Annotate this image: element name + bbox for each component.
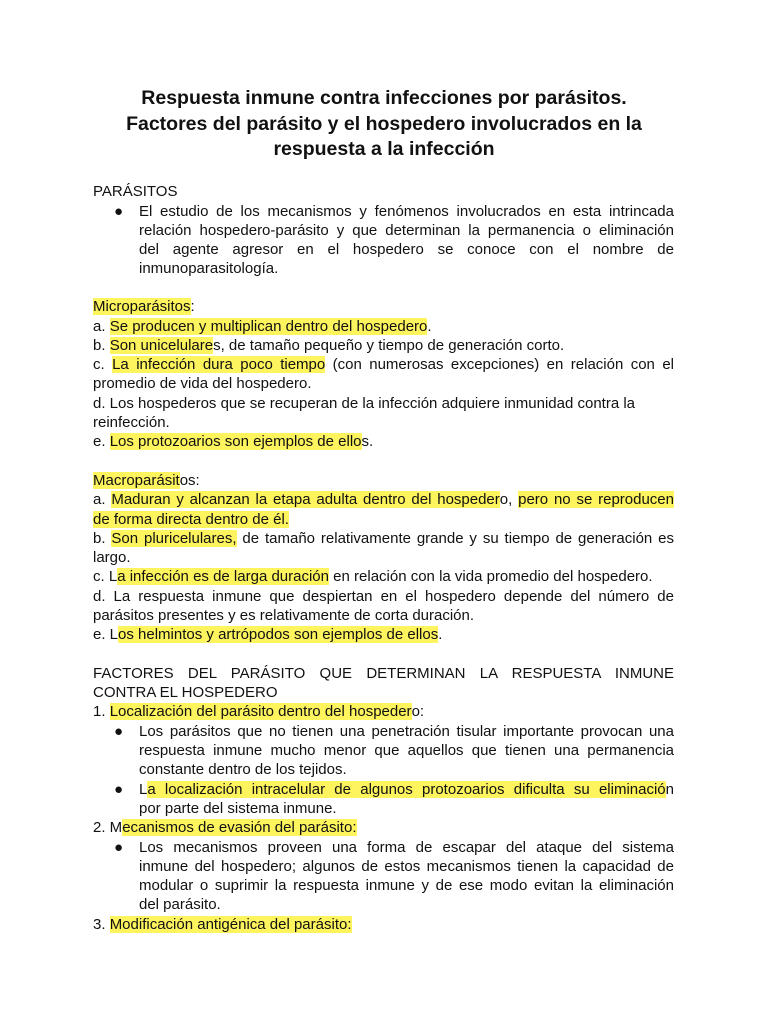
paragraph-line bbox=[93, 510, 289, 529]
list-item-micro-e: e. Los protozoarios son ejemplos de ellos. bbox=[93, 433, 374, 450]
numbered-item-2: 2. Mecanismos de evasión del parásito: bbox=[93, 819, 357, 836]
paragraph-line: parásitos presentes y es relativamente de corta duración. bbox=[93, 607, 475, 624]
highlighted-text: Son pluricelulares, bbox=[111, 530, 237, 547]
highlighted-text: Maduran y alcanzan la etapa adulta dentro del hospeder bbox=[111, 491, 500, 508]
paragraph-line: modular o suprimir la respuesta inmune y de ese modo evitan la eliminación bbox=[139, 877, 674, 894]
highlighted-text: Macroparásit bbox=[93, 472, 180, 489]
highlighted-text: a infección es de larga duración bbox=[117, 568, 329, 585]
list-item-micro-c: c. La infección dura poco tiempo (con numerosas excepciones) en relación con el bbox=[93, 356, 674, 373]
list-item-micro-d: d. Los hospederos que se recuperan de la infección adquiere inmunidad contra la bbox=[93, 395, 636, 412]
bullet-icon: ● bbox=[114, 839, 124, 856]
paragraph-line: constante dentro de los tejidos. bbox=[139, 761, 347, 778]
highlighted-text: pero no se reproducen bbox=[518, 491, 674, 508]
list-item-macro-d: d. La respuesta inmune que despiertan en el hospedero depende del número de bbox=[93, 588, 674, 605]
paragraph-line: largo. bbox=[93, 549, 131, 566]
paragraph-line: respuesta inmune mucho menor que aquellos que tienen una permanencia bbox=[139, 742, 674, 759]
highlighted-text: La infección dura poco tiempo bbox=[112, 356, 326, 373]
paragraph-line: inmune del hospedero; algunos de estos mecanismos tienen la capacidad de bbox=[139, 858, 674, 875]
highlighted-text: Microparásitos bbox=[93, 298, 191, 315]
section-heading-macroparasitos: Macroparásitos: bbox=[93, 472, 200, 489]
list-item-micro-b: b. Son unicelulares, de tamaño pequeño y tiempo de generación corto. bbox=[93, 337, 565, 354]
title-line-1: Respuesta inmune contra infecciones por parásitos. bbox=[141, 87, 627, 109]
highlighted-text: a localización intracelular de algunos protozoarios dificulta su eliminació bbox=[147, 781, 666, 798]
highlighted-text: Se producen y multiplican dentro del hospedero bbox=[109, 318, 428, 335]
document-title bbox=[100, 86, 668, 163]
bullet-icon: ● bbox=[114, 781, 124, 798]
paragraph-line: inmunoparasitología. bbox=[139, 260, 279, 277]
list-item-macro-a: a. Maduran y alcanzan la etapa adulta dentro del hospedero, pero no se reproducen bbox=[93, 491, 674, 508]
paragraph-line: relación hospedero-parásito y que determinan la permanencia o eliminación bbox=[139, 222, 674, 239]
numbered-item-1: 1. Localización del parásito dentro del hospedero: bbox=[93, 703, 425, 720]
numbered-item-3: 3. Modificación antigénica del parásito: bbox=[93, 916, 352, 933]
list-item-micro-a: a. Se producen y multiplican dentro del hospedero. bbox=[93, 318, 432, 335]
paragraph-line: del parásito. bbox=[139, 896, 221, 913]
list-item-macro-c: c. La infección es de larga duración en relación con la vida promedio del hospedero. bbox=[93, 568, 653, 585]
paragraph-line: reinfección. bbox=[93, 414, 170, 431]
title-line-3: respuesta a la infección bbox=[273, 138, 495, 160]
section-heading-factores-cont: CONTRA EL HOSPEDERO bbox=[93, 684, 278, 701]
highlighted-text: os helmintos y artrópodos son ejemplos de ellos bbox=[118, 626, 439, 643]
highlighted-text: de forma directa dentro de él. bbox=[93, 511, 289, 528]
paragraph-line: por parte del sistema inmune. bbox=[139, 800, 337, 817]
highlighted-text: ecanismos de evasión del parásito: bbox=[122, 819, 357, 836]
list-item-macro-e: e. Los helmintos y artrópodos son ejemplos de ellos. bbox=[93, 626, 443, 643]
list-item-macro-b: b. Son pluricelulares, de tamaño relativamente grande y su tiempo de generación es bbox=[93, 530, 674, 547]
highlighted-text: Modificación antigénica del parásito: bbox=[109, 916, 352, 933]
paragraph-line: El estudio de los mecanismos y fenómenos involucrados en esta intrincada bbox=[139, 203, 674, 220]
paragraph-line: del agente agresor en el hospedero se conoce con el nombre de bbox=[139, 241, 674, 258]
section-heading-factores: FACTORES DEL PARÁSITO QUE DETERMINAN LA RESPUESTA INMUNE bbox=[93, 665, 674, 682]
bullet-icon: ● bbox=[114, 203, 124, 220]
paragraph-line: Los mecanismos proveen una forma de escapar del ataque del sistema bbox=[139, 839, 674, 856]
section-heading-parasitos: PARÁSITOS bbox=[93, 183, 178, 200]
section-heading-microparasitos: Microparásitos: bbox=[93, 298, 195, 315]
title-line-2: Factores del parásito y el hospedero involucrados en la bbox=[126, 112, 642, 135]
paragraph-line: Los parásitos que no tienen una penetración tisular importante provocan una bbox=[139, 723, 674, 740]
bullet-icon: ● bbox=[114, 723, 124, 740]
paragraph-line: La localización intracelular de algunos protozoarios dificulta su eliminación bbox=[139, 781, 674, 798]
paragraph-line: promedio de vida del hospedero. bbox=[93, 375, 312, 392]
highlighted-text: Localización del parásito dentro del hospeder bbox=[109, 703, 412, 720]
highlighted-text: Son unicelulare bbox=[109, 337, 214, 354]
highlighted-text: Los protozoarios son ejemplos de ello bbox=[109, 433, 362, 450]
